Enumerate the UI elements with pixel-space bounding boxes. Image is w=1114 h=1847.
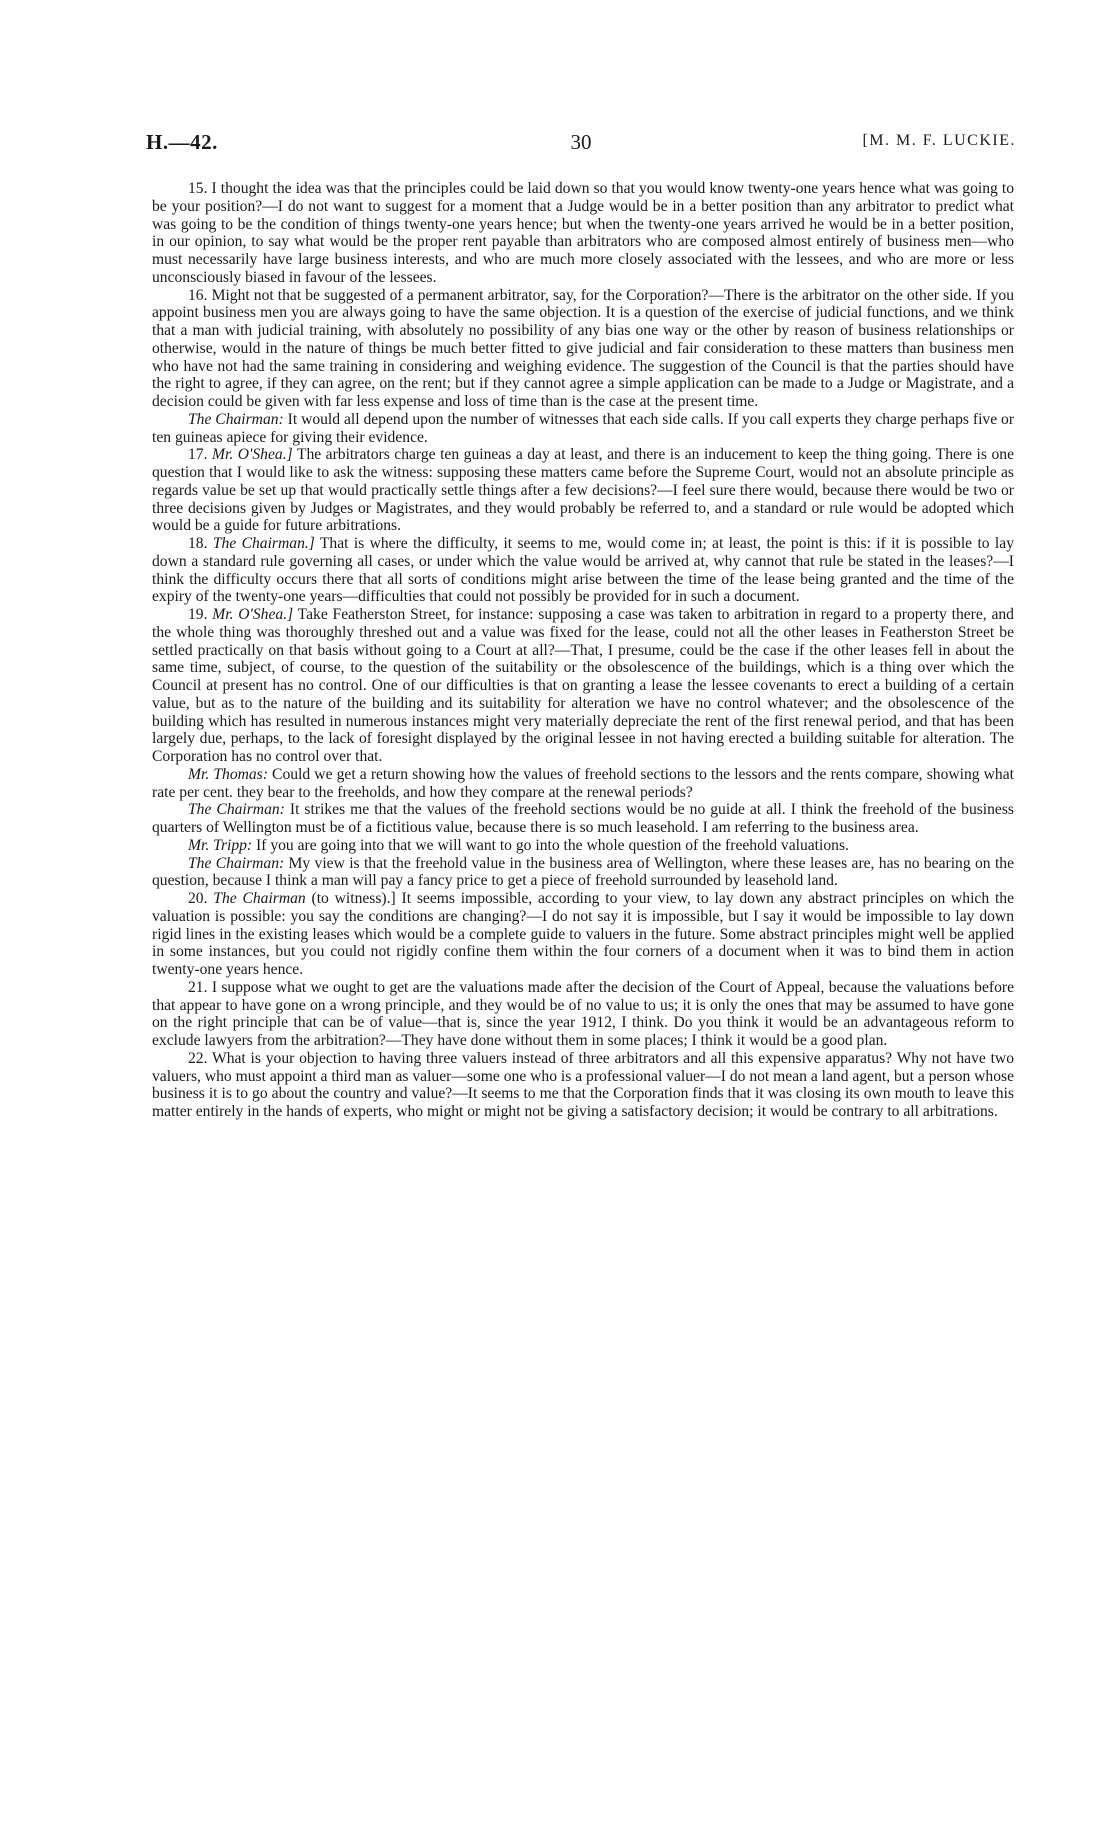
paragraph: The Chairman: My view is that the freehold value in the business area of Wellington, where these leases are, has no bearing on the question, because I think a man will pay a fancy price to get a piece of freehold surrounded by leasehold land. (152, 854, 1014, 890)
speaker-name: The Chairman: (188, 801, 285, 819)
paragraph: Mr. Tripp: If you are going into that we will want to go into the whole question of the freehold valuations. (188, 836, 849, 854)
paragraph: The Chairman: It would all depend upon the number of witnesses that each side calls. If you call experts they charge perhaps five or ten guineas apiece for giving their evidence. (152, 410, 1015, 446)
paragraph: 22. What is your objection to having three valuers instead of three arbitrators and all this expensive apparatus? Why not have two valuers, who must appoint a third man as valuer—some one who is a professional valuer—I do not mean a land agent, but a person whose business it is to go about the country and value?—It seems to me that the Corporation finds that it was closing its own mouth to leave this matter entirely in the hands of experts, who might or might not be giving a satisfactory decision; it would be contrary to all arbitrations. (152, 1049, 1014, 1120)
speaker-name: Mr. O'Shea.] (212, 446, 293, 464)
paragraph: 21. I suppose what we ought to get are the valuations made after the decision of the Court of Appeal, because the valuations before that appear to have gone on a wrong principle, and they would be of no value to us; it is only the ones that may be assumed to have gone on the right principle that can be of value—that is, since the year 1912, I think. Do you think it would be an advantageous reform to exclude lawyers from the arbitration?—They have done without them in some places; I think it would be a good plan. (152, 978, 1014, 1049)
page-header (146, 130, 1016, 160)
speaker-name: Mr. Thomas: (188, 765, 268, 783)
page-body (152, 180, 1014, 1121)
paragraph: Mr. Thomas: Could we get a return showing how the values of freehold sections to the lessors and the rents compare, showing what rate per cent. they bear to the freeholds, and how they compare at the renewal periods? (152, 765, 1014, 801)
paragraph: 20. The Chairman (to witness).] It seems impossible, according to your view, to lay down any abstract principles on which the valuation is possible: you say the conditions are changing?—I do not say it is impossible, but I say it would be impossible to lay down rigid lines in the existing leases which would be a complete guide to valuers in the future. Some abstract principles might well be applied in some instances, but you could not rigidly confine them within the four corners of a document when it was to bind them in action twenty-one years hence. (152, 890, 1014, 978)
paragraph: The Chairman: It strikes me that the values of the freehold sections would be no guide at all. I think the freehold of the business quarters of Wellington must be of a fictitious value, because there is so much leasehold. I am referring to the business area. (152, 801, 1014, 836)
speaker-name: Mr. Tripp: (188, 836, 253, 854)
speaker-name: Mr. O'Shea.] (212, 606, 294, 623)
paragraph: 17. Mr. O'Shea.] The arbitrators charge ten guineas a day at least, and there is an inducement to keep the thing going. There is one question that I would like to ask the witness: supposing these matters came before the Supreme Court, would not an absolute principle as regards value be set up that would practically settle things after a few decisions?—I feel sure there would, because there would be two or three decisions given by Judges or Magistrates, and they would probably be referred to, and a standard or rule would be adopted which would be a guide for future arbitrations. (152, 446, 1015, 535)
page-number: 30 (570, 130, 592, 154)
speaker-name: The Chairman: (188, 410, 284, 428)
speaker-name: The Chairman.] (212, 535, 315, 552)
paragraph: 16. Might not that be suggested of a permanent arbitrator, say, for the Corporation?—There is the arbitrator on the other side. If you appoint business men you are always going to have the same objection. It is a question of the exercise of judicial functions, and we think that a man with judicial training, with absolutely no possibility of any bias one way or the other by reason of business relationships or otherwise, would in the nature of things be much better fitted to give judicial and fair consideration to these matters than business men who have not had the same training in considering and weighing evidence. The suggestion of the Council is that the parties should have the right to agree, if they can agree, on the rent; but if they cannot agree a simple application can be made to a Judge or Magistrate, and a decision could be given with far less expense and loss of time than is the case at the present time. (152, 286, 1014, 410)
paragraph: 19. Mr. O'Shea.] Take Featherston Street, for instance: supposing a case was taken to arbitration in regard to a property there, and the whole thing was thoroughly threshed out and a value was fixed for the lease, could not all the other leases in Featherston Street be settled practically on that basis without going to a Court at all?—That, I presume, could be the case if the other leases fell in about the same time, subject, of course, to the question of the suitability or the obsolescence of the buildings, which is a thing over which the Council at present has no control. One of our difficulties is that on granting a lease the lessee covenants to erect a building of a certain value, but as to the nature of the building and its suitability for alteration we have no control whatever; and the obsolescence of the building which has resulted in numerous instances might very materially depreciate the rent of the first renewal period, and that has been largely due, perhaps, to the lack of foresight displayed by the original lessee in not having erected a building suitable for alteration. The Corporation has no control over that. (152, 606, 1014, 765)
witness-name: [M. M. F. LUCKIE. (862, 132, 1016, 149)
speaker-name: The Chairman (213, 890, 306, 907)
speaker-name: The Chairman: (188, 854, 285, 872)
paragraph: 15. I thought the idea was that the principles could be laid down so that you would know twenty-one years hence what was going to be your position?—I do not want to suggest for a moment that a Judge would be in a better position than any arbitrator to predict what was going to be the condition of things twenty-one years hence; but when the twenty-one years arrived he would be in a better position, in our opinion, to say what would be the proper rent payable than arbitrators who are composed almost entirely of business men—who must necessarily have large business interests, and who are much more closely associated with the lessees, and who are more or less unconsciously biased in favour of the lessees. (152, 180, 1014, 286)
document-reference: H.—42. (146, 130, 218, 154)
paragraph: 18. The Chairman.] That is where the difficulty, it seems to me, would come in; at least, the point is this: if it is possible to lay down a standard rule governing all cases, or under which the value would be arrived at, why cannot that rule be stated in the leases?—I think the difficulty occurs there that all sorts of conditions might arise between the time of the lease being granted and the time of the expiry of the twenty-one years—difficulties that could not possibly be provided for in such a document. (152, 535, 1014, 606)
